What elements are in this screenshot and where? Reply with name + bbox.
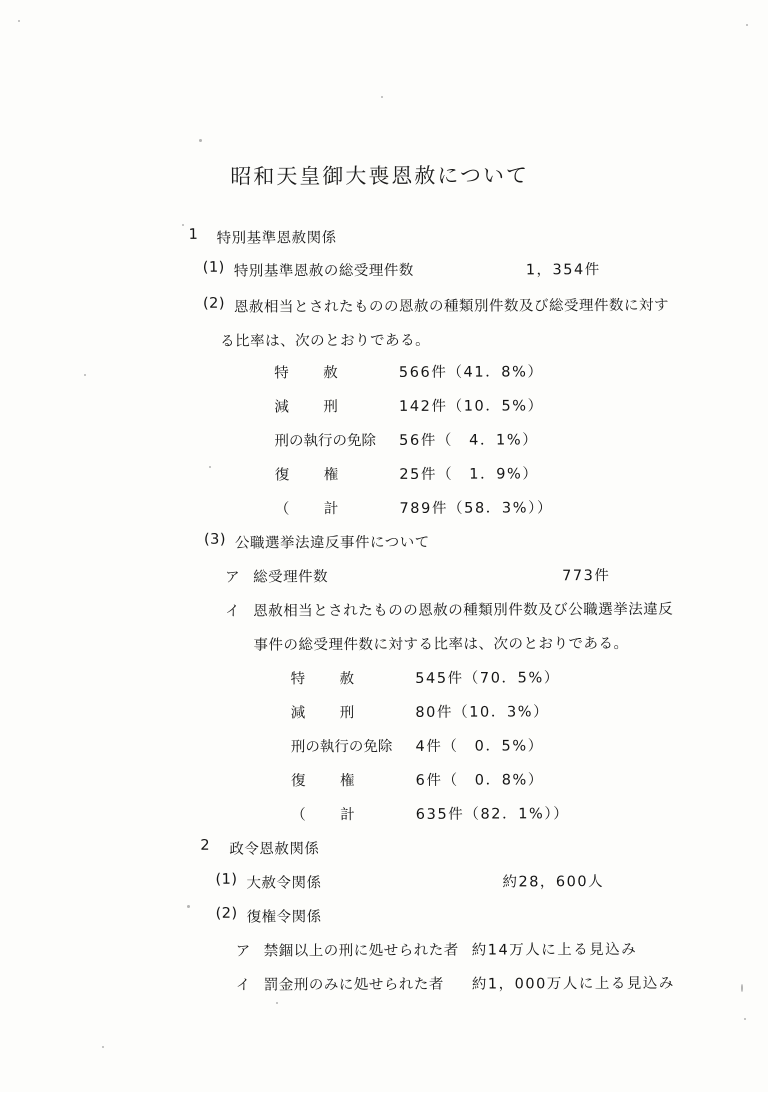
item-2-2-marker: (2) <box>215 905 238 922</box>
item-1-3-text: 公職選挙法違反事件について <box>234 534 430 552</box>
item-1-3-marker: (3) <box>203 531 227 548</box>
item-1-3-i-marker: イ <box>225 603 241 620</box>
item-2-2-a-marker: ア <box>235 943 251 960</box>
table-row <box>275 462 539 484</box>
item-2-1-text: 大赦令関係 <box>246 875 322 892</box>
table-row <box>291 734 544 756</box>
table-row-value: 80件（10．3%） <box>415 704 550 721</box>
item-1-3-i-text: 恩赦相当とされたものの恩赦の種類別件数及び公職選挙法違反 <box>253 601 674 620</box>
table-row-label: 特 赦 <box>274 365 348 382</box>
table-row <box>274 394 543 416</box>
table-row-value: 789件（58．3%）） <box>399 500 554 517</box>
item-1-3-a-text: 総受理件数 <box>253 569 329 586</box>
table-row-label: 刑の執行の免除 <box>274 433 377 450</box>
table-row-label: （ 計 <box>274 501 349 518</box>
item-2-1-marker: (1) <box>215 871 238 888</box>
section-2-number: 2 <box>200 837 211 854</box>
table-row-value: 25件（ 1．9%） <box>399 466 539 483</box>
item-2-2-i-marker: イ <box>235 977 251 994</box>
table-row-value: 566件（41．8%） <box>398 364 544 381</box>
table-row <box>291 700 550 722</box>
item-2-2-a-value: 約14万人に上る見込み <box>471 941 638 959</box>
table-row <box>291 768 544 790</box>
table-row-value: 545件（70．5%） <box>415 670 560 687</box>
item-1-2-text: 恩赦相当とされたものの恩赦の種類別件数及び総受理件数に対す <box>233 297 669 316</box>
table-row <box>291 802 569 824</box>
table-row-label: （ 計 <box>291 807 365 824</box>
section-1-heading: 特別基準恩赦関係 <box>216 230 337 247</box>
item-1-2-text-cont: る比率は、次のとおりである。 <box>220 332 431 350</box>
table-row-label: 減 刑 <box>290 705 365 722</box>
item-2-1-value: 約28，600人 <box>502 874 605 891</box>
section-2-heading: 政令恩赦関係 <box>229 841 320 858</box>
section-1-number: 1 <box>188 226 199 243</box>
table-row <box>274 428 538 450</box>
table-row-value: 56件（ 4．1%） <box>399 432 539 449</box>
table-row <box>291 666 560 688</box>
table-row-label: 復 権 <box>274 467 349 484</box>
item-1-3-i-text-cont: 事件の総受理件数に対する比率は、次のとおりである。 <box>253 635 629 654</box>
table-row-value: 4件（ 0．5%） <box>415 738 544 755</box>
item-2-2-text: 復権令関係 <box>246 909 322 926</box>
table-row <box>274 360 543 382</box>
page-title: 昭和天皇御大喪恩赦について <box>230 163 530 189</box>
item-2-2-i-value: 約1，000万人に上る見込み <box>471 975 675 993</box>
item-1-1-marker: (1) <box>202 259 225 276</box>
item-1-1-text: 特別基準恩赦の総受理件数 <box>233 262 414 280</box>
item-1-2-marker: (2) <box>202 295 226 312</box>
table-row <box>275 496 553 518</box>
table-row-value: 635件（82．1%）） <box>415 806 570 823</box>
item-1-1-value: 1，354件 <box>525 262 601 279</box>
table-row-label: 刑の執行の免除 <box>290 738 393 756</box>
item-1-3-a-value: 773件 <box>562 568 611 585</box>
item-1-3-a-marker: ア <box>225 569 241 586</box>
item-2-2-i-text: 罰金刑のみに処せられた者 <box>263 976 444 994</box>
item-2-2-a-text: 禁錮以上の刑に処せられた者 <box>263 942 459 960</box>
table-row-value: 6件（ 0．8%） <box>415 772 545 789</box>
table-row-value: 142件（10．5%） <box>398 398 544 415</box>
table-row-label: 特 赦 <box>290 671 365 688</box>
table-row-label: 減 刑 <box>274 399 348 416</box>
table-row-label: 復 権 <box>290 773 365 790</box>
